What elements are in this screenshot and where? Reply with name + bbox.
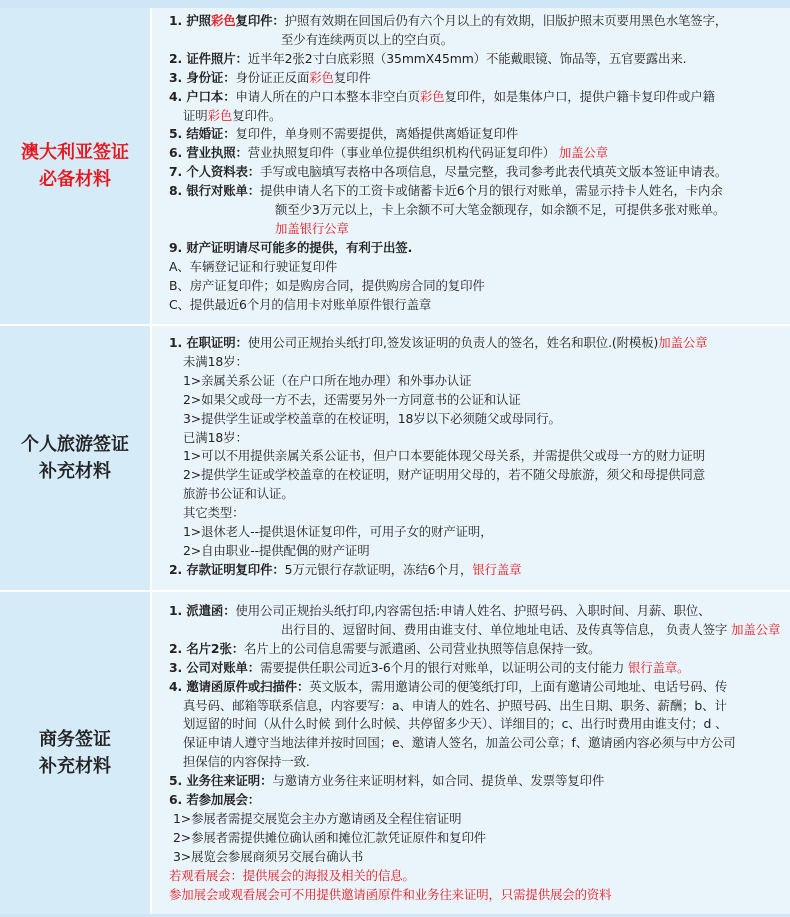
section-label-line: 澳大利亚签证 (21, 142, 129, 163)
item-heading: 3. 身份证： (169, 69, 236, 85)
item-text: 营业执照复印件（事业单位提供组织机构代码证复印件） (247, 145, 559, 161)
item-heading: 复印件： (235, 13, 285, 28)
highlight-text: 加盖公章 (731, 621, 781, 637)
item-text: 复印件。 (232, 107, 282, 123)
content-line (169, 561, 782, 580)
item-text: 手写或电脑填写表格中各项信息，尽量完整，我司参考此表代填英文版本签证申请表。 (260, 164, 728, 180)
content-line (169, 12, 782, 31)
item-text: 名片上的公司信息需要与派遣函、公司营业执照等信息保持一致。 (244, 640, 601, 656)
highlight-text: 彩色 (309, 69, 334, 85)
top-strip (0, 0, 790, 8)
item-text: 2>自由职业--提供配偶的财产证明 (183, 542, 370, 558)
content-line (169, 220, 782, 239)
section-tourist-supplement (0, 326, 790, 590)
content-line (169, 523, 782, 542)
item-text: 担保信的内容保持一致. (183, 754, 310, 770)
item-text: 证明 (183, 107, 208, 123)
content-line (169, 753, 782, 772)
item-heading: 4. 户口本： (169, 88, 236, 104)
item-text: 2>如果父或母一方不去，还需要另外一方同意书的公证和认证 (183, 391, 521, 407)
item-heading: 1. 在职证明： (169, 335, 248, 350)
content-line (169, 334, 782, 353)
section-business-supplement (0, 592, 790, 914)
item-heading: 5. 结婚证： (169, 126, 236, 142)
highlight-text: 若观看展会：提供展会的海报及相关的信息。 (169, 867, 415, 883)
item-text: 其它类型： (183, 505, 245, 521)
section-label (0, 8, 152, 324)
section-label-line: 商务签证 (39, 729, 111, 750)
content-line (169, 144, 782, 163)
section-content (152, 8, 790, 324)
item-text: 复印件，单身则不需要提供，离婚提供离婚证复印件 (235, 126, 519, 142)
content-line (169, 848, 782, 867)
content-line (169, 504, 782, 523)
item-text: 护照有效期在回国后仍有六个月以上的有效期，旧版护照末页要用黑色水笔签字， (284, 13, 728, 28)
item-heading: 6. 若参加展会： (169, 792, 261, 808)
item-text: 3>提供学生证或学校盖章的在校证明，18岁以下必须随父或母同行。 (183, 410, 561, 426)
item-text: 复印件 (333, 69, 371, 85)
item-text: 额至少3万元以上，卡上余额不可大笔金额现存，如余额不足，可提供多张对账单。 (275, 202, 726, 218)
highlight-text: 彩色 (210, 13, 236, 28)
item-text: 至少有连续两页以上的空白页。 (281, 31, 454, 47)
item-heading: 1. 派遣函： (169, 603, 236, 618)
highlight-text: 加盖银行公章 (275, 220, 349, 236)
highlight-text: 彩色 (207, 107, 233, 123)
highlight-text: 加盖公章 (658, 335, 708, 350)
section-label-line: 个人旅游签证 (21, 434, 129, 455)
content-line (169, 372, 782, 391)
item-heading: 9. 财产证明请尽可能多的提供，有利于出签. (169, 239, 413, 255)
content-line (169, 31, 782, 50)
item-heading: 6. 营业执照： (169, 145, 248, 161)
item-text: 英文版本，需用邀请公司的便笺纸打印，上面有邀请公司地址、电话号码、传 (309, 678, 728, 694)
content-line (169, 867, 782, 886)
item-text: 真号码、邮箱等联系信息，内容要写：a、申请人的姓名、护照号码、出生日期、职务、薪酬；b、计 (183, 697, 727, 713)
item-heading: 5. 业务往来证明： (169, 773, 273, 789)
item-text: 身份证正反面 (235, 69, 310, 85)
item-heading: 7. 个人资料表： (169, 164, 261, 180)
item-text: 近半年2张2寸白底彩照（35mmX45mm）不能戴眼镜、饰品等，五官要露出来. (247, 50, 687, 66)
content-line (169, 125, 782, 144)
content-line (169, 391, 782, 410)
item-text: 与邀请方业务往来证明材料，如合同、提货单、发票等复印件 (272, 773, 605, 789)
item-text: 5万元银行存款证明，冻结6个月， (284, 561, 473, 577)
content-line (169, 69, 782, 88)
item-heading: 4. 邀请函原件或扫描件： (169, 678, 310, 694)
content-line (169, 715, 782, 734)
content-line (169, 697, 782, 716)
content-line (169, 810, 782, 829)
item-heading: 2. 存款证明复印件： (169, 561, 285, 577)
item-text: 复印件，如是集体户口，提供户籍卡复印件或户籍 (444, 88, 715, 104)
content-line (169, 107, 782, 126)
item-text: 划逗留的时间（从什么时候 到什么时候、共停留多少天）、详细目的；c、出行时费用由谁支付；d 、 (183, 716, 728, 732)
content-line (169, 88, 782, 107)
item-heading: 2. 名片2张： (169, 640, 245, 656)
content-line (169, 447, 782, 466)
content-line (169, 201, 782, 220)
section-content (152, 326, 790, 590)
item-text: 保证申请人遵守当地法律并按时回国；e、邀请人签名，加盖公司公章；f、邀请函内容必须与中方公司 (183, 735, 736, 751)
item-text: B、房产证复印件；如是购房合同，提供购房合同的复印件 (169, 277, 485, 293)
content-line (169, 640, 782, 659)
item-text: 2>提供学生证或学校盖章的在校证明，财产证明用父母的，若不随父母旅游，须父和母提供同意 (183, 467, 705, 483)
content-line (169, 734, 782, 753)
content-line (169, 239, 782, 258)
content-line (169, 258, 782, 277)
content-line (169, 353, 782, 372)
section-label-line: 补充材料 (39, 756, 111, 777)
item-text: A、车辆登记证和行驶证复印件 (169, 258, 338, 274)
content-line (169, 621, 782, 640)
section-label-line: 补充材料 (39, 461, 111, 482)
section-content (152, 592, 790, 914)
item-text: C、提供最近6个月的信用卡对账单原件银行盖章 (169, 296, 432, 312)
highlight-text: 银行盖章 (472, 561, 522, 577)
item-heading: 2. 证件照片： (169, 50, 248, 66)
section-australia-required (0, 8, 790, 324)
item-text: 已满18岁： (183, 429, 248, 445)
content-line (169, 791, 782, 810)
content-line (169, 50, 782, 69)
content-line (169, 772, 782, 791)
item-heading: 8. 银行对账单： (169, 183, 261, 199)
content-line (169, 466, 782, 485)
item-text: 申请人所在的户口本整本非空白页 (235, 88, 420, 104)
content-line (169, 485, 782, 504)
item-heading: 3. 公司对账单： (169, 659, 261, 675)
item-text: 出行目的、逗留时间、费用由谁支付、单位地址电话、及传真等信息， 负责人签字 (281, 621, 732, 637)
item-text: 使用公司正规抬头纸打印,内容需包括:申请人姓名、护照号码、入职时间、月薪、职位、 (235, 603, 711, 618)
item-text: 1>参展者需提交展览会主办方邀请函及全程住宿证明 (173, 810, 462, 826)
section-label-line: 必备材料 (39, 169, 111, 190)
content-line (169, 296, 782, 315)
content-line (169, 829, 782, 848)
item-heading: 1. 护照 (169, 13, 211, 28)
item-text: 3>展览会参展商须另交展台确认书 (173, 848, 364, 864)
content-line (169, 410, 782, 429)
item-text: 旅游书公证和认证。 (183, 486, 294, 502)
highlight-text: 彩色 (419, 88, 445, 104)
content-line (169, 602, 782, 621)
section-label (0, 592, 152, 914)
highlight-text: 加盖公章 (558, 145, 609, 161)
content-line (169, 277, 782, 296)
item-text: 1>可以不用提供亲属关系公证书，但户口本要能体现父母关系，并需提供父或母一方的财力证明 (183, 448, 705, 464)
item-text: 未满18岁： (183, 353, 248, 369)
content-line (169, 163, 782, 182)
item-text: 1>退休老人--提供退休证复印件，可用子女的财产证明， (183, 524, 493, 540)
content-line (169, 886, 782, 905)
item-text: 2>参展者需提供摊位确认函和摊位汇款凭证原件和复印件 (173, 829, 487, 845)
content-line (169, 678, 782, 697)
highlight-text: 参加展会或观看展会可不用提供邀请函原件和业务往来证明，只需提供展会的资料 (169, 886, 612, 902)
highlight-text: 银行盖章。 (628, 659, 690, 675)
item-text: 1>亲属关系公证（在户口所在地办理）和外事办认证 (183, 372, 472, 388)
item-text: 提供申请人名下的工资卡或储蓄卡近6个月的银行对账单，需显示持卡人姓名，卡内余 (260, 183, 723, 199)
content-line (169, 542, 782, 561)
item-text: 需要提供任职公司近3-6个月的银行对账单，以证明公司的支付能力 (260, 659, 629, 675)
content-line (169, 182, 782, 201)
content-line (169, 659, 782, 678)
section-label (0, 326, 152, 590)
content-line (169, 429, 782, 448)
item-text: 使用公司正规抬头纸打印,签发该证明的负责人的签名，姓名和职位.(附模板) (247, 335, 659, 350)
